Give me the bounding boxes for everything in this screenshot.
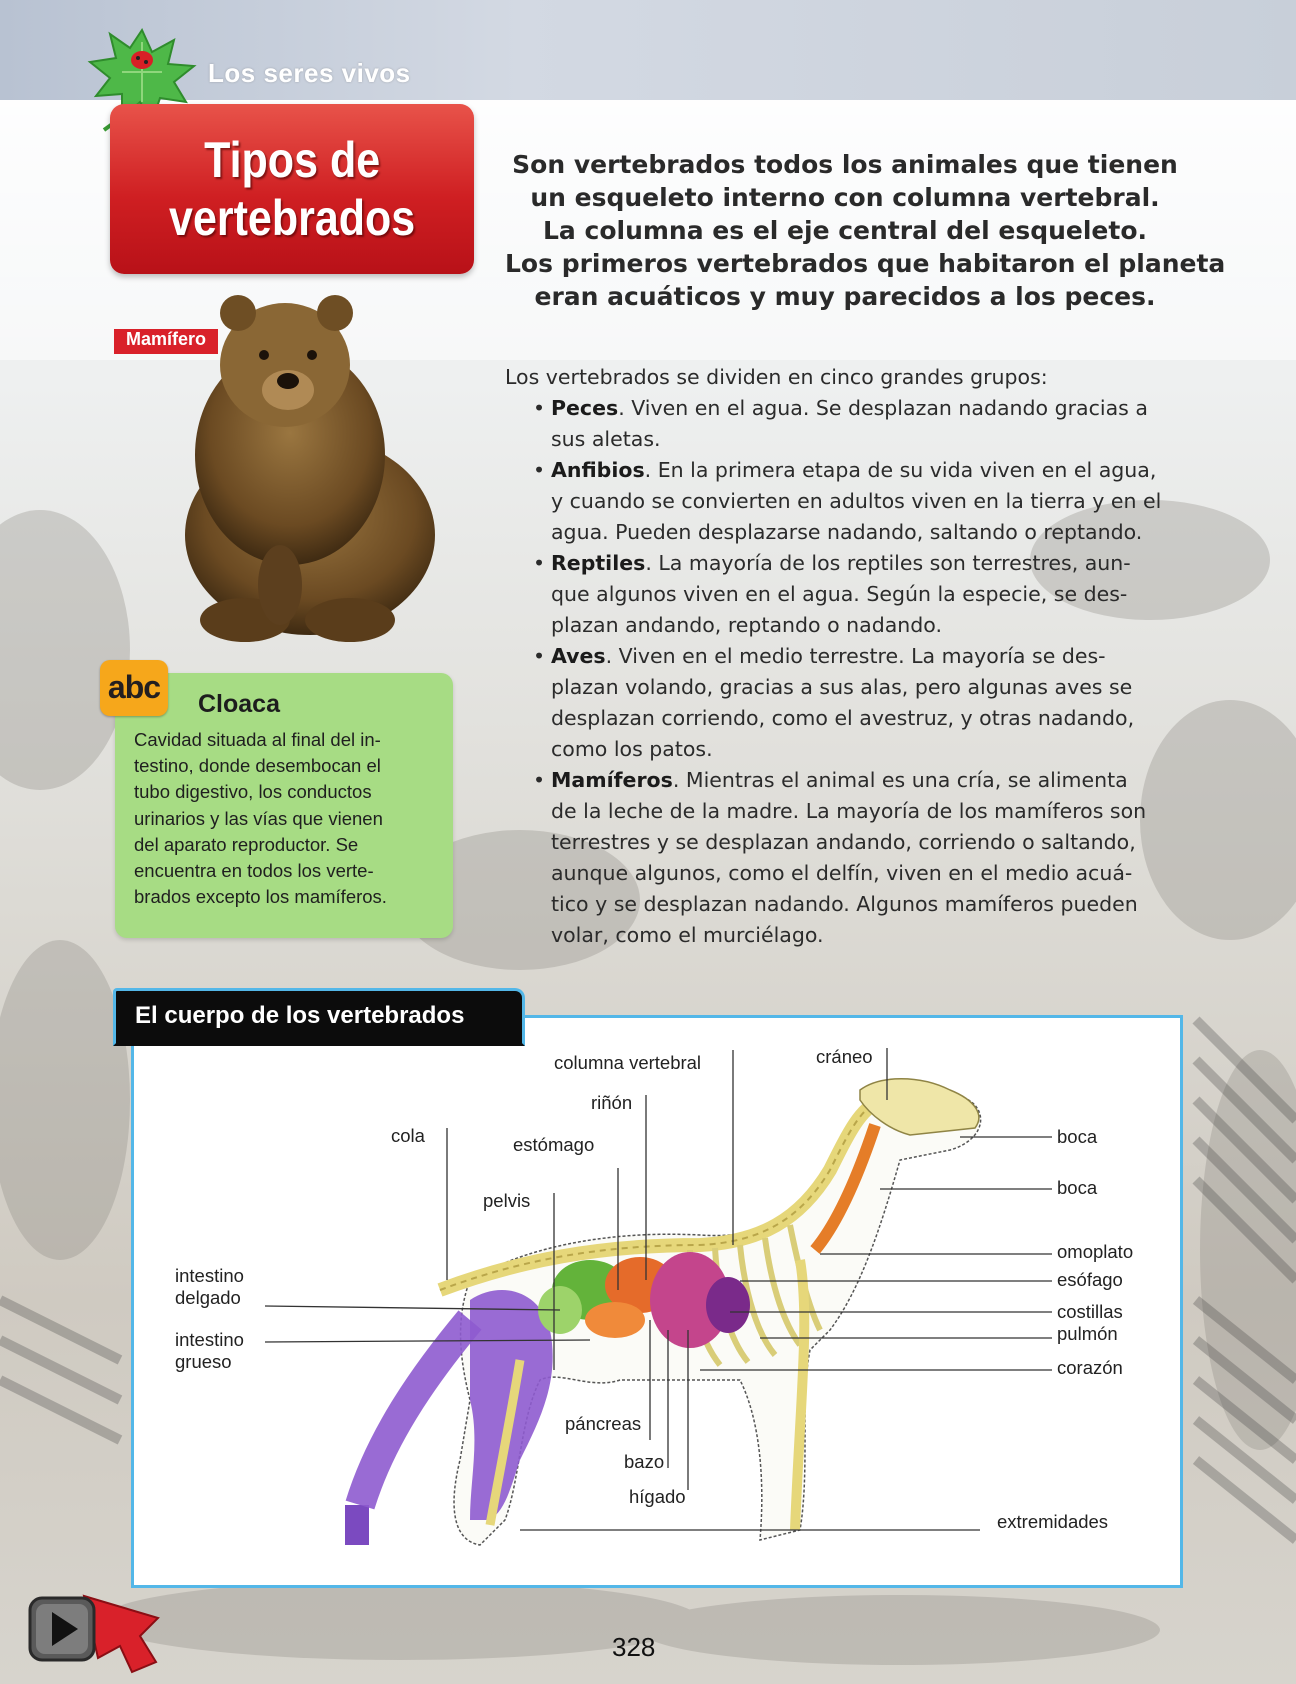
group-item-aves: • Aves. Viven en el medio terrestre. La mayoría se des- plazan volando, gracias a sus alas, pero algunas aves se desplazan corriendo, como el avestruz, y otras nadando, como los patos. [505,641,1185,765]
page-number: 328 [612,1632,656,1662]
group-text: volar, como el murciélago. [551,923,824,947]
group-name: Aves [551,644,606,668]
label-boca: boca [1057,1177,1098,1198]
intro-line: Los primeros vertebrados que habitaron el planeta [505,249,1226,278]
label-cola: cola [391,1125,425,1146]
label-costillas: costillas [1057,1301,1123,1322]
label-corazon: corazón [1057,1357,1123,1378]
intro-line: La columna es el eje central del esqueleto. [543,216,1147,245]
groups-list [505,362,1185,951]
group-text: y cuando se convierten en adultos viven en la tierra y en el [551,489,1162,513]
group-name: Anfibios [551,458,645,482]
glossary-line: urinarios y las vías que vienen [134,807,383,829]
group-text: de la leche de la madre. La mayoría de los mamíferos son [551,799,1147,823]
intro-line: eran acuáticos y muy parecidos a los peces. [534,282,1156,311]
label-pulmon: pulmón [1057,1323,1118,1344]
play-icon[interactable] [28,1588,168,1676]
bear-photo [160,285,460,650]
page-title-box [110,104,474,274]
label-omoplato: omoplato [1057,1241,1134,1262]
diagram-title: El cuerpo de los vertebrados [135,1002,465,1029]
label-pelvis: pelvis [483,1190,531,1211]
glossary-line: encuentra en todos los verte- [134,860,374,882]
group-text: sus aletas. [551,427,661,451]
group-text: como los patos. [551,737,713,761]
label-extremidades: extremidades [997,1511,1109,1532]
glossary-line: Cavidad situada al final del in- [134,729,381,750]
group-item-anfibios: • Anfibios. En la primera etapa de su vida viven en el agua, y cuando se convierten en adultos viven en la tierra y en el agua. Pueden desplazarse nadando, saltando o reptando. [505,455,1185,548]
group-item-peces: • Peces. Viven en el agua. Se desplazan nadando gracias a sus aletas. [505,393,1185,455]
group-name: Mamíferos [551,768,673,792]
group-text: tico y se desplazan nadando. Algunos mamíferos pueden [551,892,1138,916]
intro-line: un esqueleto interno con columna vertebral. [530,183,1160,212]
page-title: Tipos de vertebrados [168,132,416,246]
intro-line: Son vertebrados todos los animales que tienen [512,150,1178,179]
glossary-term: Cloaca [198,690,280,718]
group-text: agua. Pueden desplazarse nadando, saltando o reptando. [551,520,1143,544]
label-columna-vertebral: columna vertebral [554,1052,702,1073]
glossary-definition [134,727,446,910]
group-text: aunque algunos, como el delfín, viven en el medio acuá- [551,861,1133,885]
group-text: . Viven en el agua. Se desplazan nadando gracias a [618,396,1148,420]
section-title: Los seres vivos [208,58,411,88]
group-text: plazan andando, reptando o nadando. [551,613,942,637]
label-bazo: bazo [624,1451,665,1472]
group-text: . Viven en el medio terrestre. La mayoría se des- [605,644,1106,668]
group-text: . En la primera etapa de su vida viven en el agua, [644,458,1157,482]
label-estomago: estómago [513,1134,595,1155]
photo-badge: Mamífero [114,329,218,354]
glossary-line: testino, donde desembocan el [134,755,381,777]
glossary-line: tubo digestivo, los conductos [134,781,372,803]
group-name: Peces [551,396,619,420]
label-boca: boca [1057,1126,1098,1147]
label-intestino-delgado: intestino delgado [175,1265,244,1308]
label-pancreas: páncreas [565,1413,642,1434]
group-text: . La mayoría de los reptiles son terrestres, aun- [645,551,1131,575]
group-text: terrestres y se desplazan andando, corriendo o saltando, [551,830,1136,854]
group-item-reptiles: • Reptiles. La mayoría de los reptiles son terrestres, aun- que algunos viven en el agua. Según la especie, se des- plazan andando, reptando o nadando. [505,548,1185,641]
group-text: desplazan corriendo, como el avestruz, y otras nadando, [551,706,1135,730]
label-higado: hígado [629,1486,686,1507]
label-rinon: riñón [591,1092,633,1113]
group-text: . Mientras el animal es una cría, se alimenta [672,768,1128,792]
label-craneo: cráneo [816,1046,873,1067]
glossary-line: brados excepto los mamíferos. [134,886,387,908]
group-item-mamiferos: • Mamíferos. Mientras el animal es una cría, se alimenta de la leche de la madre. La mayoría de los mamíferos son terrestres y se desplazan andando, corriendo o saltando, aunque algunos, como el delfín, viven en el medio acuá- tico y se desplazan nadando. Algunos mamíferos pueden volar, como el murciélago. [505,765,1185,951]
group-text: plazan volando, gracias a sus alas, pero algunas aves se [551,675,1133,699]
group-name: Reptiles [551,551,646,575]
label-esofago: esófago [1057,1269,1123,1290]
glossary-line: del aparato reproductor. Se [134,833,359,855]
groups-lead: Los vertebrados se dividen en cinco grandes grupos: [505,365,1048,389]
group-text: que algunos viven en el agua. Según la especie, se des- [551,582,1128,606]
label-intestino-grueso: intestino grueso [175,1329,244,1372]
intro-paragraph [505,148,1226,313]
abc-icon: abc [100,660,168,716]
